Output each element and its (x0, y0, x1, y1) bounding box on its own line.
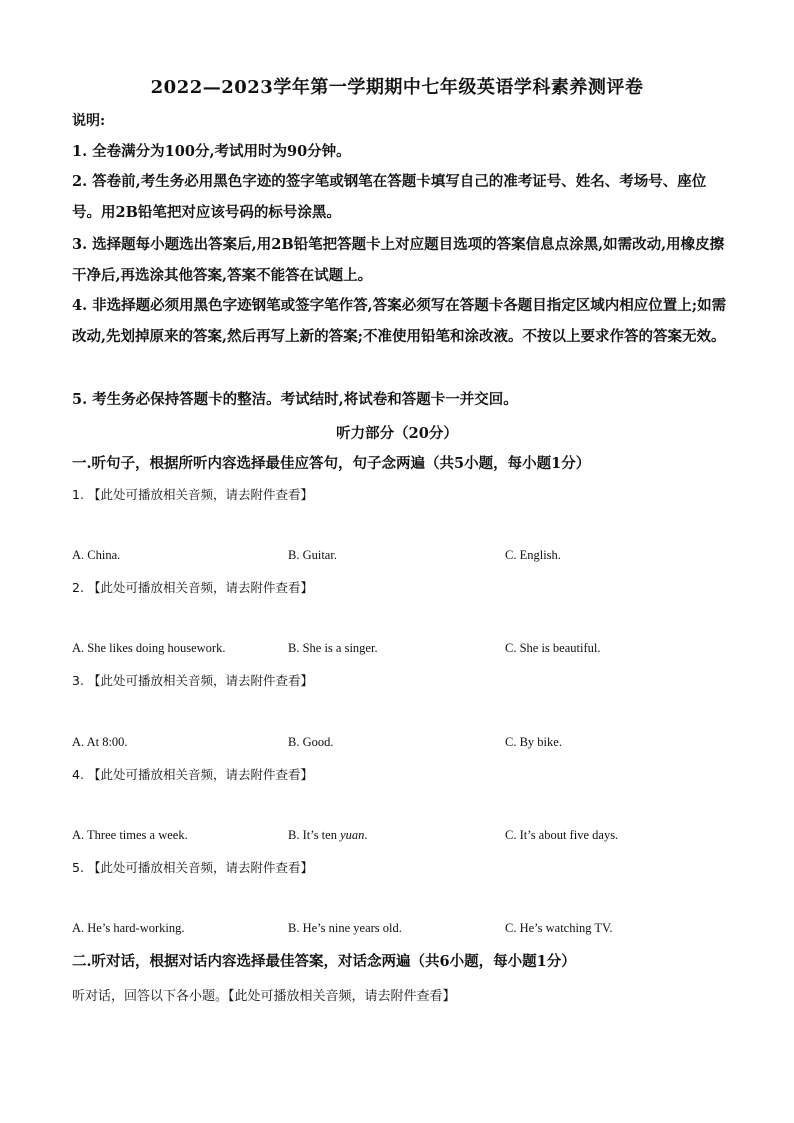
question-number: 3. (72, 673, 84, 688)
audio-prompt[interactable]: 【此处可播放相关音频，请去附件查看】 (87, 860, 313, 875)
question-1 (72, 485, 313, 503)
q5-option-b[interactable]: B. He’s nine years old. (288, 921, 402, 935)
audio-prompt[interactable]: 【此处可播放相关音频，请去附件查看】 (87, 487, 313, 502)
q4-option-c[interactable]: C. It’s about five days. (505, 828, 619, 842)
part1-title: 一.听句子，根据所听内容选择最佳应答句，句子念两遍（共5小题，每小题1分） (72, 455, 591, 472)
q1-option-c[interactable]: C. English. (505, 548, 561, 562)
q4-option-a[interactable]: A. Three times a week. (72, 828, 188, 842)
option-text: B. It’s ten (288, 828, 341, 842)
page-title: 2022—2023学年第一学期期中七年级英语学科素养测评卷 (150, 77, 644, 98)
q1-option-b[interactable]: B. Guitar. (288, 548, 337, 562)
question-number: 1. (72, 487, 84, 502)
listening-section-title: 听力部分（20分） (336, 425, 458, 442)
audio-prompt[interactable]: 【此处可播放相关音频，请去附件查看】 (87, 673, 313, 688)
question-3 (72, 671, 313, 689)
q3-option-a[interactable]: A. At 8:00. (72, 735, 128, 749)
q2-option-b[interactable]: B. She is a singer. (288, 641, 378, 655)
q2-option-a[interactable]: A. She likes doing housework. (72, 641, 226, 655)
question-4 (72, 765, 313, 783)
question-number: 2. (72, 580, 84, 595)
rule-2: 2. 答卷前,考生务必用黑色字迹的签字笔或钢笔在答题卡填写自己的准考证号、姓名、考场号、座位号。用2B铅笔把对应该号码的标号涂黑。 (72, 173, 707, 221)
audio-prompt[interactable]: 【此处可播放相关音频，请去附件查看】 (87, 580, 313, 595)
q5-option-c[interactable]: C. He’s watching TV. (505, 921, 613, 935)
q4-option-b[interactable] (288, 828, 368, 843)
q5-option-a[interactable]: A. He’s hard-working. (72, 921, 185, 935)
rule-4: 4. 非选择题必须用黑色字迹钢笔或签字笔作答,答案必须写在答题卡各题目指定区域内相应位置上;如需改动,先划掉原来的答案,然后再写上新的答案;不准使用铅笔和涂改液。不按以上要求作答的答案无效。 (72, 297, 727, 345)
question-number: 5. (72, 860, 84, 875)
rule-3: 3. 选择题每小题选出答案后,用2B铅笔把答题卡上对应题目选项的答案信息点涂黑,如需改动,用橡皮擦干净后,再选涂其他答案,答案不能答在试题上。 (72, 236, 725, 284)
instructions-label: 说明: (72, 113, 106, 129)
question-number: 4. (72, 767, 84, 782)
q1-option-a[interactable]: A. China. (72, 548, 121, 562)
q2-option-c[interactable]: C. She is beautiful. (505, 641, 601, 655)
audio-prompt[interactable]: 【此处可播放相关音频，请去附件查看】 (87, 767, 313, 782)
q3-option-c[interactable]: C. By bike. (505, 735, 562, 749)
rule-1: 1. 全卷满分为100分,考试用时为90分钟。 (72, 143, 351, 160)
question-2 (72, 578, 313, 596)
q3-option-b[interactable]: B. Good. (288, 735, 334, 749)
option-italic-word: yuan (340, 828, 365, 842)
rule-5: 5. 考生务必保持答题卡的整洁。考试结时,将试卷和答题卡一并交回。 (72, 391, 518, 408)
part2-title: 二.听对话，根据对话内容选择最佳答案，对话念两遍（共6小题，每小题1分） (72, 953, 576, 970)
part2-intro[interactable]: 听对话，回答以下各小题。【此处可播放相关音频，请去附件查看】 (72, 989, 456, 1004)
option-tail: . (364, 828, 368, 842)
question-5 (72, 858, 313, 876)
